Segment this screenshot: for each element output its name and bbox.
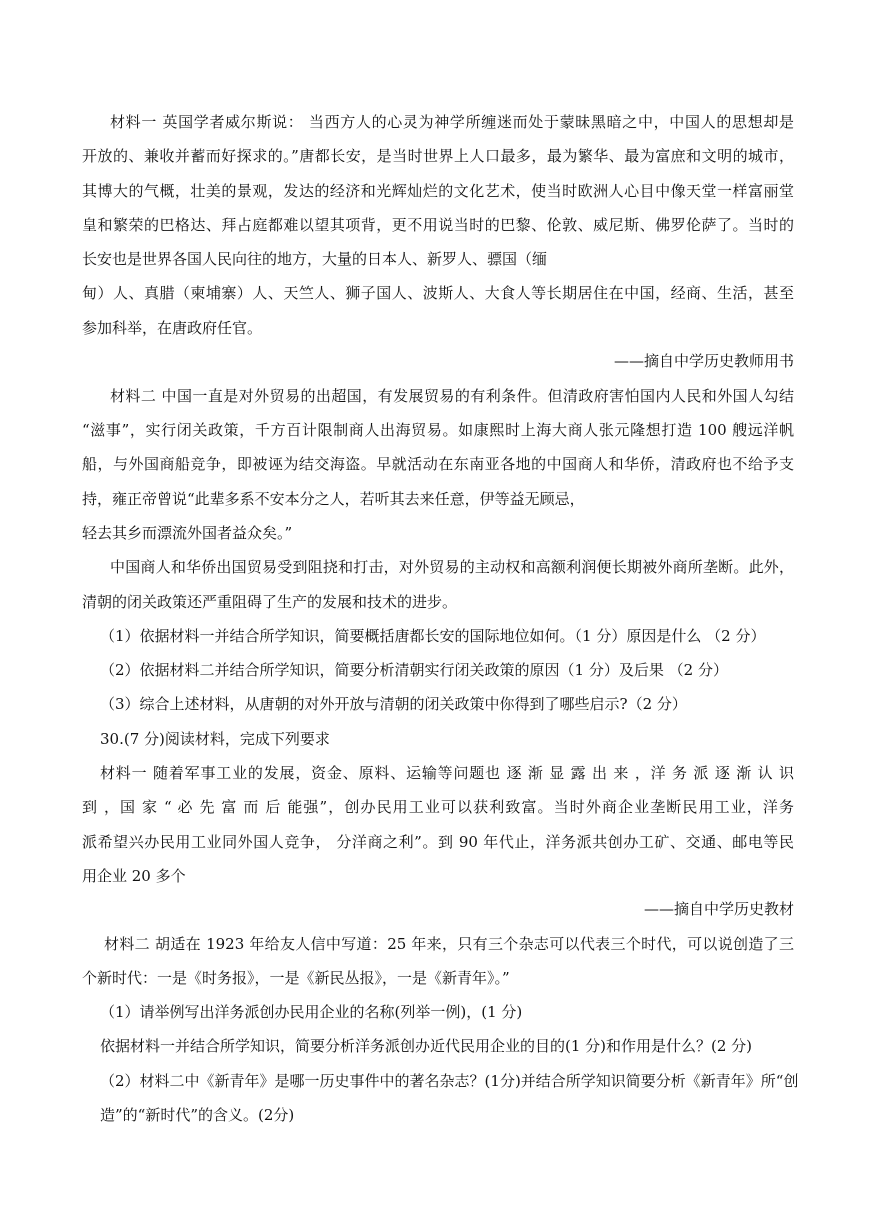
passage-line: 皇和繁荣的巴格达、拜占庭都难以望其项背，更不用说当时的巴黎、伦敦、威尼斯、佛罗伦萨了。当时的 (82, 216, 794, 234)
question-line: 依据材料一并结合所学知识，简要分析洋务派创办近代民用企业的目的(1 分)和作用是什么？(2 分) (100, 1037, 753, 1055)
question-line: （2）材料二中《新青年》是哪一历史事件中的著名杂志？(1分)并结合所学知识简要分析《新青年》所“创 (100, 1072, 799, 1090)
question-line: （3）综合上述材料，从唐朝的对外开放与清朝的闭关政策中你得到了哪些启示?（2 分） (100, 695, 687, 713)
passage-line: 材料二 胡适在 1923 年给友人信中写道：25 年来，只有三个杂志可以代表三个时代，可以说创造了三 (104, 935, 794, 953)
passage-line: 其博大的气概，壮美的景观，发达的经济和光辉灿烂的文化艺术，使当时欧洲人心目中像天堂一样富丽堂 (82, 182, 794, 200)
passage-line: 参加科举，在唐政府任官。 (82, 319, 263, 337)
passage-line: 材料二 中国一直是对外贸易的出超国，有发展贸易的有利条件。但清政府害怕国内人民和外国人勾结 (110, 387, 794, 405)
passage-line: 材料一 随着军事工业的发展，资金、原料、运输等问题也 逐 渐 显 露 出 来 ，洋 务 派 逐 渐 认 识 (100, 764, 794, 782)
question-line: （1）依据材料一并结合所学知识，简要概括唐都长安的国际地位如何。（1 分）原因是什么 （2 分） (100, 627, 766, 645)
passage-line: 持，雍正帝曾说“此辈多系不安本分之人，若听其去来任意，伊等益无顾忌， (82, 490, 585, 508)
question-line: （1）请举例写出洋务派创办民用企业的名称(列举一例)，(1 分) (100, 1003, 523, 1021)
passage-line: 开放的、兼收并蓄而好探求的。”唐都长安，是当时世界上人口最多，最为繁华、最为富庶和文明的城市， (82, 147, 794, 165)
passage-line: 船，与外国商船竞争，即被诬为结交海盗。早就活动在东南亚各地的中国商人和华侨，清政府也不给予支 (82, 455, 794, 473)
passage-line: 长安也是世界各国人民向往的地方，大量的日本人、新罗人、骠国（缅 (82, 250, 548, 268)
passage-line: 派希望兴办民用工业同外国人竞争， 分洋商之利”。到 90 年代止，洋务派共创办工矿、交通、邮电等民 (82, 833, 794, 851)
passage-line: 清朝的闭关政策还严重阻碍了生产的发展和技术的进步。 (82, 593, 458, 611)
passage-line: 材料一 英国学者威尔斯说： 当西方人的心灵为神学所缠迷而处于蒙昧黑暗之中，中国人的思想却是 (110, 113, 794, 131)
source-attribution: ——摘自中学历史教师用书 (613, 352, 794, 370)
passage-line: 甸）人、真腊（柬埔寨）人、天竺人、狮子国人、波斯人、大食人等长期居住在中国，经商、生活，甚至 (82, 284, 794, 302)
passage-line: 轻去其乡而漂流外国者益众矣。” (82, 524, 293, 542)
passage-line: “滋事”，实行闭关政策，千方百计限制商人出海贸易。如康熙时上海大商人张元隆想打造 100 艘远洋帆 (82, 421, 794, 439)
question-line: （2）依据材料二并结合所学知识，简要分析清朝实行闭关政策的原因（1 分）及后果 （2 分） (100, 661, 728, 679)
question-line: 造”的“新时代”的含义。(2分) (100, 1106, 295, 1124)
source-attribution: ——摘自中学历史教材 (643, 900, 794, 918)
passage-line: 中国商人和华侨出国贸易受到阻挠和打击，对外贸易的主动权和高额利润便长期被外商所垄断。此外， (110, 558, 794, 576)
passage-line: 用企业 20 多个 (82, 867, 186, 885)
passage-line: 到 ，国 家 “ 必 先 富 而 后 能强”，创办民用工业可以获利致富。当时外商企业垄断民用工业，洋务 (82, 798, 794, 816)
passage-line: 个新时代：一是《时务报》，一是《新民丛报》，一是《新青年》。” (82, 969, 510, 987)
question-heading: 30.(7 分)阅读材料，完成下列要求 (100, 730, 330, 748)
